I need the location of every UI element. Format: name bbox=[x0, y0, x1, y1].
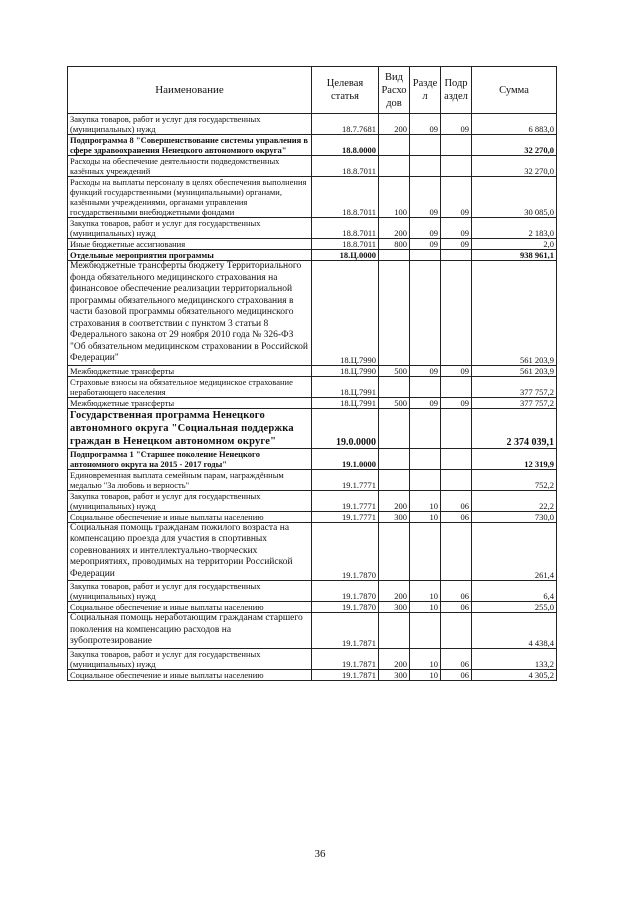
cell-sum: 4 438,4 bbox=[472, 613, 557, 649]
cell-sum: 938 961,1 bbox=[472, 250, 557, 261]
table-row bbox=[68, 135, 557, 156]
table-body bbox=[68, 114, 557, 681]
cell-subsection bbox=[441, 135, 472, 156]
cell-sum: 561 203,9 bbox=[472, 365, 557, 376]
table-row bbox=[68, 669, 557, 680]
cell-subsection: 09 bbox=[441, 218, 472, 239]
cell-subsection: 09 bbox=[441, 114, 472, 135]
cell-sum: 30 085,0 bbox=[472, 177, 557, 218]
table-row bbox=[68, 469, 557, 490]
cell-section bbox=[410, 408, 441, 448]
cell-section: 09 bbox=[410, 114, 441, 135]
cell-section bbox=[410, 469, 441, 490]
table-header-row bbox=[68, 67, 557, 114]
cell-kind: 200 bbox=[379, 114, 410, 135]
cell-sum: 32 270,0 bbox=[472, 135, 557, 156]
cell-code: 18.Ц.7990 bbox=[312, 365, 379, 376]
cell-kind bbox=[379, 135, 410, 156]
cell-section: 10 bbox=[410, 669, 441, 680]
cell-name: Закупка товаров, работ и услуг для государственных (муниципальных) нужд bbox=[68, 648, 312, 669]
table-row bbox=[68, 239, 557, 250]
cell-kind: 200 bbox=[379, 218, 410, 239]
cell-kind bbox=[379, 469, 410, 490]
header-code: Целевая статья bbox=[312, 67, 379, 114]
table-row bbox=[68, 490, 557, 511]
cell-code: 18.Ц.7990 bbox=[312, 261, 379, 366]
cell-sum: 22,2 bbox=[472, 490, 557, 511]
cell-kind: 200 bbox=[379, 490, 410, 511]
page-number: 36 bbox=[314, 848, 326, 860]
cell-kind bbox=[379, 156, 410, 177]
cell-code: 19.1.7870 bbox=[312, 522, 379, 581]
cell-section bbox=[410, 261, 441, 366]
cell-section: 10 bbox=[410, 490, 441, 511]
table-row bbox=[68, 365, 557, 376]
cell-code: 18.8.7011 bbox=[312, 239, 379, 250]
cell-kind bbox=[379, 448, 410, 469]
cell-section: 09 bbox=[410, 239, 441, 250]
table-row bbox=[68, 397, 557, 408]
cell-code: 18.8.0000 bbox=[312, 135, 379, 156]
table-row bbox=[68, 261, 557, 366]
cell-kind: 500 bbox=[379, 365, 410, 376]
cell-section: 10 bbox=[410, 511, 441, 522]
cell-section bbox=[410, 376, 441, 397]
cell-subsection bbox=[441, 448, 472, 469]
cell-name: Расходы на выплаты персоналу в целях обеспечения выполнения функций государственными (муниципальными) органами, казёнными учреждениями, органами управления государственными внебюджетными фондами bbox=[68, 177, 312, 218]
cell-subsection: 09 bbox=[441, 239, 472, 250]
cell-name: Закупка товаров, работ и услуг для государственных (муниципальных) нужд bbox=[68, 490, 312, 511]
cell-subsection: 09 bbox=[441, 177, 472, 218]
cell-name: Отдельные мероприятия программы bbox=[68, 250, 312, 261]
cell-name: Закупка товаров, работ и услуг для государственных (муниципальных) нужд bbox=[68, 114, 312, 135]
cell-code: 18.Ц.7991 bbox=[312, 397, 379, 408]
cell-sum: 2 183,0 bbox=[472, 218, 557, 239]
cell-subsection: 06 bbox=[441, 581, 472, 602]
table-row bbox=[68, 376, 557, 397]
cell-code: 19.1.7870 bbox=[312, 581, 379, 602]
cell-subsection bbox=[441, 156, 472, 177]
cell-kind: 100 bbox=[379, 177, 410, 218]
cell-section: 09 bbox=[410, 177, 441, 218]
cell-code: 19.1.7871 bbox=[312, 613, 379, 649]
cell-kind: 300 bbox=[379, 602, 410, 613]
header-section: Разде л bbox=[410, 67, 441, 114]
cell-code: 18.8.7011 bbox=[312, 218, 379, 239]
cell-sum: 133,2 bbox=[472, 648, 557, 669]
cell-name: Расходы на обеспечение деятельности подведомственных казённых учреждений bbox=[68, 156, 312, 177]
cell-code: 19.0.0000 bbox=[312, 408, 379, 448]
cell-name: Страховые взносы на обязательное медицинское страхование неработающего населения bbox=[68, 376, 312, 397]
cell-name: Социальная помощь неработающим гражданам старшего поколения на компенсацию расходов на зубопротезирование bbox=[68, 613, 312, 649]
cell-section bbox=[410, 522, 441, 581]
table-row bbox=[68, 177, 557, 218]
cell-section: 10 bbox=[410, 602, 441, 613]
cell-section: 10 bbox=[410, 581, 441, 602]
cell-kind bbox=[379, 376, 410, 397]
cell-sum: 6,4 bbox=[472, 581, 557, 602]
cell-subsection bbox=[441, 261, 472, 366]
cell-subsection bbox=[441, 250, 472, 261]
cell-code: 19.1.0000 bbox=[312, 448, 379, 469]
cell-name: Государственная программа Ненецкого автономного округа "Социальная поддержка граждан в Ненецком автономном округе" bbox=[68, 408, 312, 448]
table-row bbox=[68, 408, 557, 448]
cell-kind: 300 bbox=[379, 511, 410, 522]
cell-name: Социальное обеспечение и иные выплаты населению bbox=[68, 602, 312, 613]
table-row bbox=[68, 602, 557, 613]
cell-subsection: 06 bbox=[441, 490, 472, 511]
cell-name: Иные бюджетные ассигнования bbox=[68, 239, 312, 250]
cell-name: Подпрограмма 1 "Старшее поколение Ненецкого автономного округа на 2015 - 2017 годы" bbox=[68, 448, 312, 469]
table-row bbox=[68, 156, 557, 177]
table-row bbox=[68, 613, 557, 649]
cell-code: 19.1.7870 bbox=[312, 602, 379, 613]
cell-subsection: 09 bbox=[441, 397, 472, 408]
cell-sum: 377 757,2 bbox=[472, 397, 557, 408]
table-row bbox=[68, 250, 557, 261]
cell-sum: 261,4 bbox=[472, 522, 557, 581]
cell-subsection: 06 bbox=[441, 648, 472, 669]
cell-sum: 32 270,0 bbox=[472, 156, 557, 177]
cell-subsection: 06 bbox=[441, 669, 472, 680]
header-name: Наименование bbox=[68, 67, 312, 114]
budget-table bbox=[67, 66, 557, 681]
cell-sum: 752,2 bbox=[472, 469, 557, 490]
cell-subsection bbox=[441, 522, 472, 581]
cell-code: 19.1.7771 bbox=[312, 511, 379, 522]
cell-name: Межбюджетные трансферты бюджету Территориального фонда обязательного медицинского страхования на финансовое обеспечение реализации территориальной программы обязательного медицинского страхования в части базовой программы обязательного медицинского страхования в соответствии с пунктом 3 статьи 8 Федерального закона от 29 ноября 2010 года № 326-ФЗ "Об обязательном медицинском страховании в Российской Федерации" bbox=[68, 261, 312, 366]
cell-sum: 2 374 039,1 bbox=[472, 408, 557, 448]
cell-kind bbox=[379, 522, 410, 581]
cell-sum: 4 305,2 bbox=[472, 669, 557, 680]
cell-code: 18.8.7011 bbox=[312, 177, 379, 218]
cell-kind bbox=[379, 613, 410, 649]
cell-kind: 200 bbox=[379, 648, 410, 669]
cell-subsection bbox=[441, 408, 472, 448]
cell-name: Подпрограмма 8 "Совершенствование системы управления в сфере здравоохранения Ненецкого автономного округа" bbox=[68, 135, 312, 156]
cell-subsection: 09 bbox=[441, 365, 472, 376]
cell-code: 19.1.7771 bbox=[312, 469, 379, 490]
cell-sum: 12 319,9 bbox=[472, 448, 557, 469]
table-row bbox=[68, 581, 557, 602]
cell-kind bbox=[379, 261, 410, 366]
cell-code: 18.7.7681 bbox=[312, 114, 379, 135]
cell-kind bbox=[379, 408, 410, 448]
cell-subsection bbox=[441, 376, 472, 397]
cell-sum: 2,0 bbox=[472, 239, 557, 250]
cell-section: 10 bbox=[410, 648, 441, 669]
cell-section bbox=[410, 613, 441, 649]
cell-sum: 730,0 bbox=[472, 511, 557, 522]
cell-subsection bbox=[441, 469, 472, 490]
cell-code: 18.Ц.0000 bbox=[312, 250, 379, 261]
cell-kind: 500 bbox=[379, 397, 410, 408]
cell-name: Социальная помощь гражданам пожилого возраста на компенсацию проезда для участия в спортивных соревнованиях и интеллектуально-творческих мероприятиях, проводимых на территории Российской Федерации bbox=[68, 522, 312, 581]
header-kind: Вид Расхо дов bbox=[379, 67, 410, 114]
cell-code: 18.Ц.7991 bbox=[312, 376, 379, 397]
budget-table-container bbox=[67, 66, 556, 681]
cell-code: 19.1.7771 bbox=[312, 490, 379, 511]
cell-name: Закупка товаров, работ и услуг для государственных (муниципальных) нужд bbox=[68, 218, 312, 239]
table-row bbox=[68, 511, 557, 522]
table-row bbox=[68, 114, 557, 135]
cell-section bbox=[410, 156, 441, 177]
cell-subsection bbox=[441, 613, 472, 649]
cell-kind: 800 bbox=[379, 239, 410, 250]
cell-name: Межбюджетные трансферты bbox=[68, 365, 312, 376]
cell-section: 09 bbox=[410, 397, 441, 408]
cell-name: Единовременная выплата семейным парам, награждённым медалью "За любовь и верность" bbox=[68, 469, 312, 490]
cell-section: 09 bbox=[410, 365, 441, 376]
cell-sum: 377 757,2 bbox=[472, 376, 557, 397]
cell-sum: 255,0 bbox=[472, 602, 557, 613]
cell-code: 19.1.7871 bbox=[312, 648, 379, 669]
cell-sum: 561 203,9 bbox=[472, 261, 557, 366]
header-subsection: Подр аздел bbox=[441, 67, 472, 114]
cell-code: 18.8.7011 bbox=[312, 156, 379, 177]
header-sum: Сумма bbox=[472, 67, 557, 114]
cell-sum: 6 883,0 bbox=[472, 114, 557, 135]
cell-code: 19.1.7871 bbox=[312, 669, 379, 680]
table-row bbox=[68, 648, 557, 669]
cell-name: Социальное обеспечение и иные выплаты населению bbox=[68, 669, 312, 680]
table-row bbox=[68, 218, 557, 239]
cell-kind: 200 bbox=[379, 581, 410, 602]
cell-subsection: 06 bbox=[441, 602, 472, 613]
cell-name: Межбюджетные трансферты bbox=[68, 397, 312, 408]
cell-kind: 300 bbox=[379, 669, 410, 680]
cell-section: 09 bbox=[410, 218, 441, 239]
cell-section bbox=[410, 250, 441, 261]
table-row bbox=[68, 448, 557, 469]
cell-name: Закупка товаров, работ и услуг для государственных (муниципальных) нужд bbox=[68, 581, 312, 602]
cell-section bbox=[410, 448, 441, 469]
cell-section bbox=[410, 135, 441, 156]
cell-subsection: 06 bbox=[441, 511, 472, 522]
cell-name: Социальное обеспечение и иные выплаты населению bbox=[68, 511, 312, 522]
cell-kind bbox=[379, 250, 410, 261]
table-row bbox=[68, 522, 557, 581]
